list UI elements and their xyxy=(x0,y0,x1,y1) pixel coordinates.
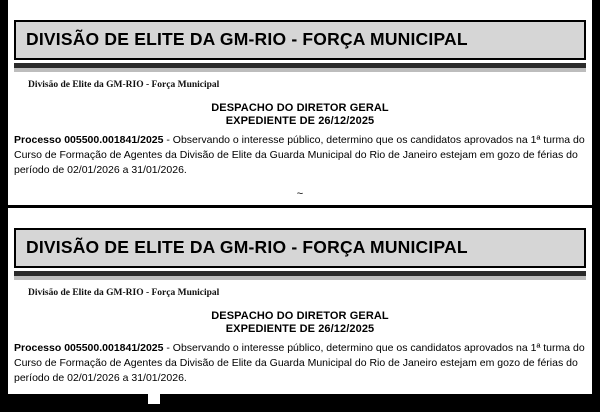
page-2-body-paragraph xyxy=(14,341,586,386)
page-2-right-edge xyxy=(592,208,600,404)
page-1-process-text: - Observando o interesse público, determino que os candidatos aprovados na 1ª turma do Curso de Formação de Agentes da Divisão de Elite da Guarda Municipal do Rio de Janeiro estejam em gozo de férias do período de 02/01/2026 a 31/01/2026. xyxy=(14,134,585,176)
page-2-masthead-shadow xyxy=(14,276,586,280)
page-2-organization-line: Divisão de Elite da GM-RIO - Força Municipal xyxy=(28,288,220,298)
page-2-masthead-title: DIVISÃO DE ELITE DA GM-RIO - FORÇA MUNICIPAL xyxy=(26,237,468,257)
page-2-masthead xyxy=(14,228,586,280)
page-1-headline-block xyxy=(14,102,586,127)
page-1-left-edge xyxy=(0,0,8,205)
page-1-body-paragraph xyxy=(14,133,586,178)
page-2-headline-primary: DESPACHO DO DIRETOR GERAL xyxy=(211,310,389,322)
page-1-masthead xyxy=(14,20,586,72)
page-2-process-text: - Observando o interesse público, determino que os candidatos aprovados na 1ª turma do Curso de Formação de Agentes da Divisão de Elite da Guarda Municipal do Rio de Janeiro estejam em gozo de férias do período de 02/01/2026 a 31/01/2026. xyxy=(14,342,585,384)
page-1-organization-line: Divisão de Elite da GM-RIO - Força Municipal xyxy=(28,80,220,90)
page-2-bottom-strip xyxy=(0,394,600,404)
page-2-left-edge xyxy=(0,208,8,404)
document-page-2 xyxy=(0,208,600,404)
page-2-bottom-strip-gap xyxy=(148,394,160,404)
page-2-masthead-box xyxy=(14,228,586,268)
page-1-masthead-box xyxy=(14,20,586,60)
page-1-separator-glyph: ~ xyxy=(296,187,304,200)
page-2-headline-block xyxy=(14,310,586,335)
page-1-process-number: Processo 005500.001841/2025 xyxy=(14,134,164,146)
page-2-headline-secondary: EXPEDIENTE DE 26/12/2025 xyxy=(225,323,375,335)
page-1-headline-secondary: EXPEDIENTE DE 26/12/2025 xyxy=(225,115,375,127)
page-1-right-edge xyxy=(592,0,600,205)
page-1-masthead-shadow xyxy=(14,68,586,72)
page-1-headline-primary: DESPACHO DO DIRETOR GERAL xyxy=(211,102,389,114)
page-1-masthead-title: DIVISÃO DE ELITE DA GM-RIO - FORÇA MUNICIPAL xyxy=(26,29,468,49)
page-2-process-number: Processo 005500.001841/2025 xyxy=(14,342,164,354)
